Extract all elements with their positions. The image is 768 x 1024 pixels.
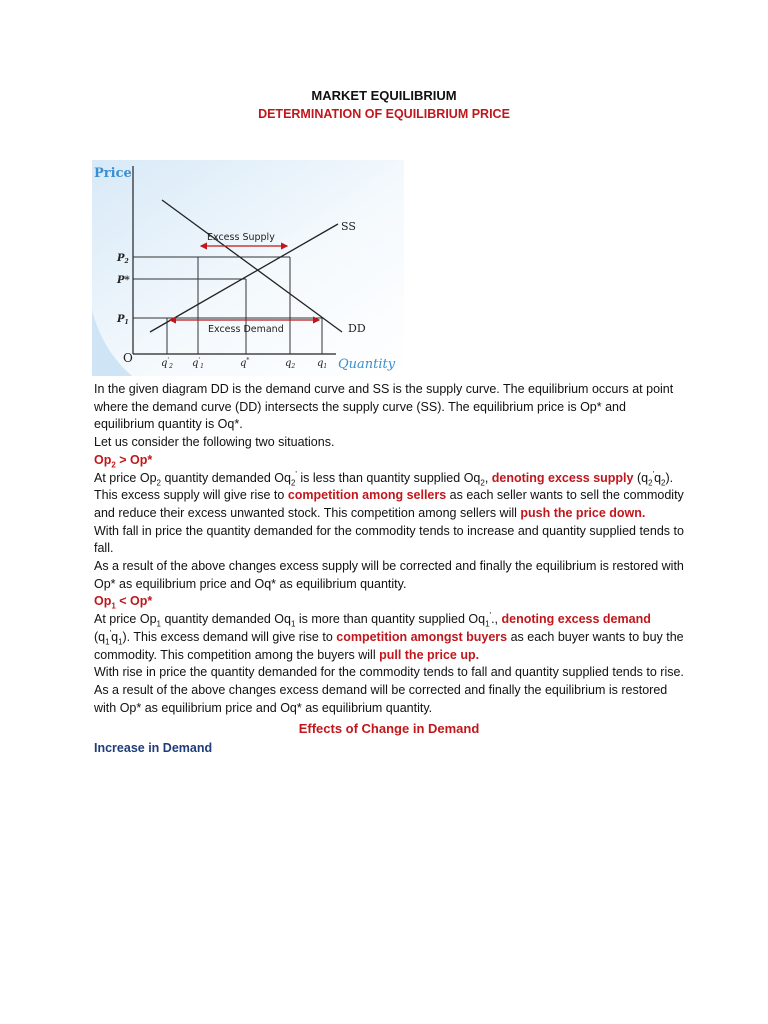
y-axis-label: Price	[94, 166, 132, 181]
case1-highlight-push-price: push the price down.	[520, 505, 646, 520]
x-label-q1prime: $q'_1$	[192, 357, 204, 370]
page-title: MARKET EQUILIBRIUM	[311, 88, 457, 103]
case2-highlight-competition: competition amongst buyers	[336, 629, 508, 644]
intro-paragraph-2: Let us consider the following two situations.	[94, 435, 335, 450]
p2-label: $P_2$	[117, 253, 129, 265]
increase-demand-heading: Increase in Demand	[94, 741, 213, 756]
diagram-background	[92, 160, 404, 376]
case1-highlight-competition: competition among sellers	[287, 488, 447, 503]
x-axis-label: Quantity	[338, 357, 396, 372]
case2-rise-paragraph: With rise in price the quantity demanded for the commodity tends to fall and quantity supplied tends to rise.	[94, 665, 684, 680]
case1-paragraph: At price $Op_2$ quantity demanded $Oq_2'$ is less than quantity supplied $Oq_2$, denoting excess supply $(q_2'q_2)$. This excess supply will give rise to competition among sellers as each seller wants to sell the commodity and reduce their excess unwanted stock. This competition among sellers will push the price down.	[94, 469, 684, 520]
case1-highlight-excess-supply: denoting excess supply	[491, 470, 634, 485]
pstar-label: P*	[117, 275, 130, 286]
case1-result-paragraph: As a result of the above changes excess supply will be corrected and finally the equilibrium is restored with Op* as equilibrium price and Oq* as equilibrium quantity.	[94, 559, 684, 591]
supply-label: SS	[341, 220, 356, 233]
equilibrium-diagram	[92, 160, 404, 376]
excess-supply-label: Excess Supply	[207, 232, 275, 243]
origin-label: O	[123, 351, 133, 365]
intro-paragraph: In the given diagram DD is the demand curve and SS is the supply curve. The equilibrium occurs at point where the demand curve (DD) intersects the supply curve (SS). The equilibrium price is Op* and equilibrium quantity is Oq*.	[94, 382, 674, 432]
case2-highlight-pull-price: pull the price up.	[379, 647, 480, 662]
p1-label: $P_1$	[117, 314, 129, 326]
case2-result-paragraph: As a result of the above changes excess demand will be corrected and finally the equilibrium is restored with Op* as equilibrium price and Oq* as equilibrium quantity.	[94, 682, 668, 715]
body-text	[94, 381, 684, 758]
case1-fall-paragraph: With fall in price the quantity demanded for the commodity tends to increase and quantity supplied tends to fall.	[94, 523, 684, 556]
case2-highlight-excess-demand: denoting excess demand	[501, 612, 651, 627]
excess-demand-label: Excess Demand	[208, 324, 284, 335]
case2-heading: $Op_1 < Op*$	[94, 594, 153, 611]
page-subtitle: DETERMINATION OF EQUILIBRIUM PRICE	[258, 107, 510, 121]
case2-paragraph: At price $Op_1$ quantity demanded $Oq_1$ is more than quantity supplied $Oq_1'$., denoting excess demand $(q_1'q_1)$. This excess demand will give rise to competition amongst buyers as each buyer wants to buy the commodity. This competition among the buyers will pull the price up.	[94, 610, 684, 662]
case1-heading: $Op_2 > Op*$	[94, 452, 153, 470]
x-label-q2: $q_2$	[285, 358, 296, 370]
x-label-q2prime: $q'_2$	[161, 357, 173, 370]
effects-heading: Effects of Change in Demand	[298, 721, 480, 737]
equilibrium-diagram-svg	[92, 160, 404, 376]
x-label-q1: $q_1$	[317, 358, 328, 370]
demand-label: DD	[348, 322, 366, 335]
x-label-qstar: q*	[240, 357, 250, 369]
